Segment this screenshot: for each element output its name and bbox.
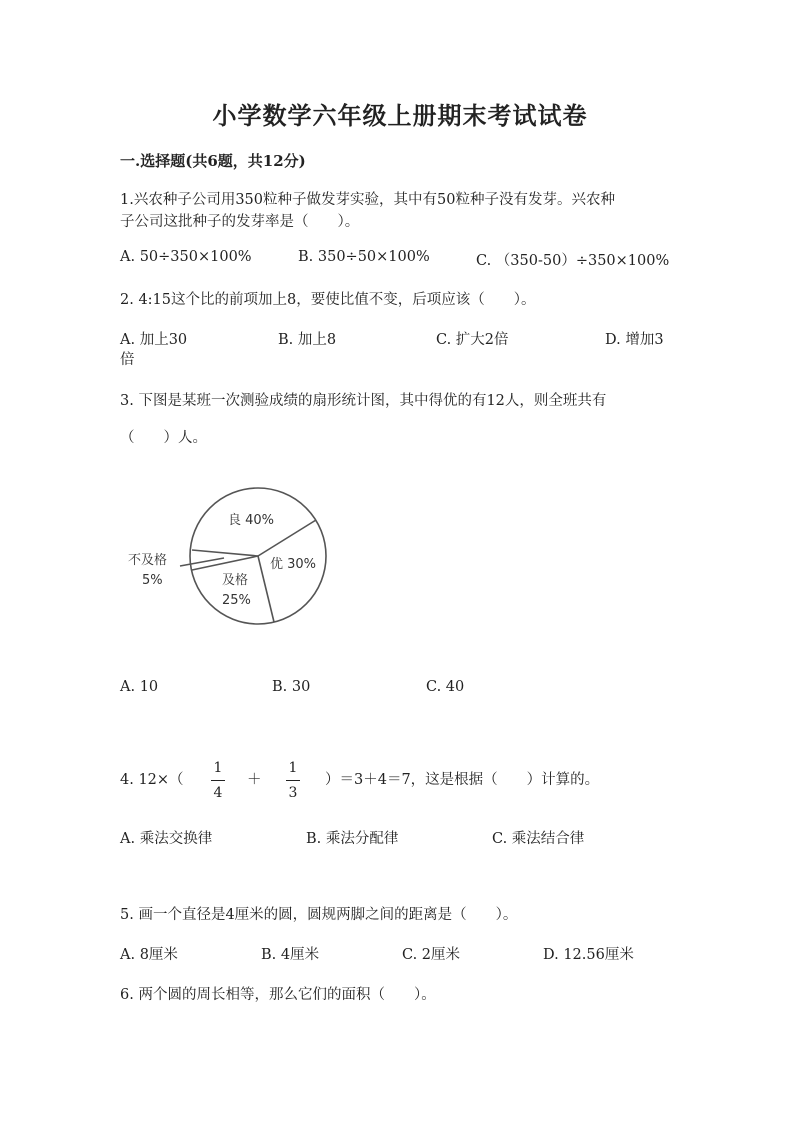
question-1-option-c: C. （350-50）÷350×100% <box>476 253 670 269</box>
pie-label-you: 优 30% <box>270 557 317 572</box>
question-4-prefix: 4. 12×（ <box>120 772 184 788</box>
page-title: 小学数学六年级上册期末考试试卷 <box>212 101 588 130</box>
fraction-one-quarter <box>211 758 225 803</box>
question-3-option-b: B. 30 <box>272 679 311 695</box>
fraction-one-third <box>286 758 300 803</box>
question-5-option-a: A. 8厘米 <box>120 947 178 963</box>
fraction-2-denominator: 3 <box>288 785 298 801</box>
question-3-line-2: （ ）人。 <box>120 430 207 446</box>
pie-label-bujige: 不及格 <box>128 553 168 568</box>
question-1-line-2: 子公司这批种子的发芽率是（ ）。 <box>120 214 360 230</box>
pie-label-jige-pct: 25% <box>222 593 251 608</box>
fraction-1-numerator: 1 <box>213 760 223 776</box>
question-2-option-c: C. 扩大2倍 <box>436 332 509 348</box>
question-2-option-a: A. 加上30 <box>120 332 188 348</box>
question-1-line-1: 1.兴农种子公司用350粒种子做发芽实验，其中有50粒种子没有发芽。兴农种 <box>120 192 615 208</box>
pie-label-bujige-pct: 5% <box>142 573 163 588</box>
pie-label-liang: 良 40% <box>228 513 275 528</box>
question-2-option-d: D. 增加3 <box>605 332 664 348</box>
question-5-option-b: B. 4厘米 <box>261 947 320 963</box>
pie-chart-figure <box>120 480 340 640</box>
question-2-text: 2. 4:15这个比的前项加上8，要使比值不变，后项应该（ ）。 <box>120 292 536 308</box>
question-1-option-a: A. 50÷350×100% <box>120 249 252 265</box>
fraction-2-numerator: 1 <box>288 760 298 776</box>
pie-divider-jige-bujige <box>192 556 258 570</box>
fraction-2-bar <box>286 780 300 781</box>
fraction-1-bar <box>211 780 225 781</box>
question-4-option-c: C. 乘法结合律 <box>492 831 585 847</box>
question-4-plus: ＋ <box>247 772 262 788</box>
question-3-option-c: C. 40 <box>426 679 465 695</box>
pie-divider-bujige-liang <box>192 550 258 556</box>
pie-label-jige: 及格 <box>222 573 249 588</box>
question-3-line-1: 3. 下图是某班一次测验成绩的扇形统计图，其中得优的有12人，则全班共有 <box>120 393 607 409</box>
question-5-option-c: C. 2厘米 <box>402 947 461 963</box>
question-2-option-b: B. 加上8 <box>278 332 337 348</box>
section-heading: 一.选择题(共6题，共12分) <box>120 152 306 170</box>
question-6-text: 6. 两个圆的周长相等，那么它们的面积（ ）。 <box>120 987 436 1003</box>
question-5-text: 5. 画一个直径是4厘米的圆，圆规两脚之间的距离是（ ）。 <box>120 907 518 923</box>
question-4-option-b: B. 乘法分配律 <box>306 831 399 847</box>
fraction-1-denominator: 4 <box>213 785 223 801</box>
question-3-option-a: A. 10 <box>120 679 159 695</box>
question-5-option-d: D. 12.56厘米 <box>543 947 634 963</box>
question-4-option-a: A. 乘法交换律 <box>120 831 213 847</box>
question-4-suffix: ）＝3＋4＝7，这是根据（ ）计算的。 <box>325 772 600 788</box>
question-2-option-d-wrap: 倍 <box>120 352 135 368</box>
question-1-option-b: B. 350÷50×100% <box>298 249 430 265</box>
